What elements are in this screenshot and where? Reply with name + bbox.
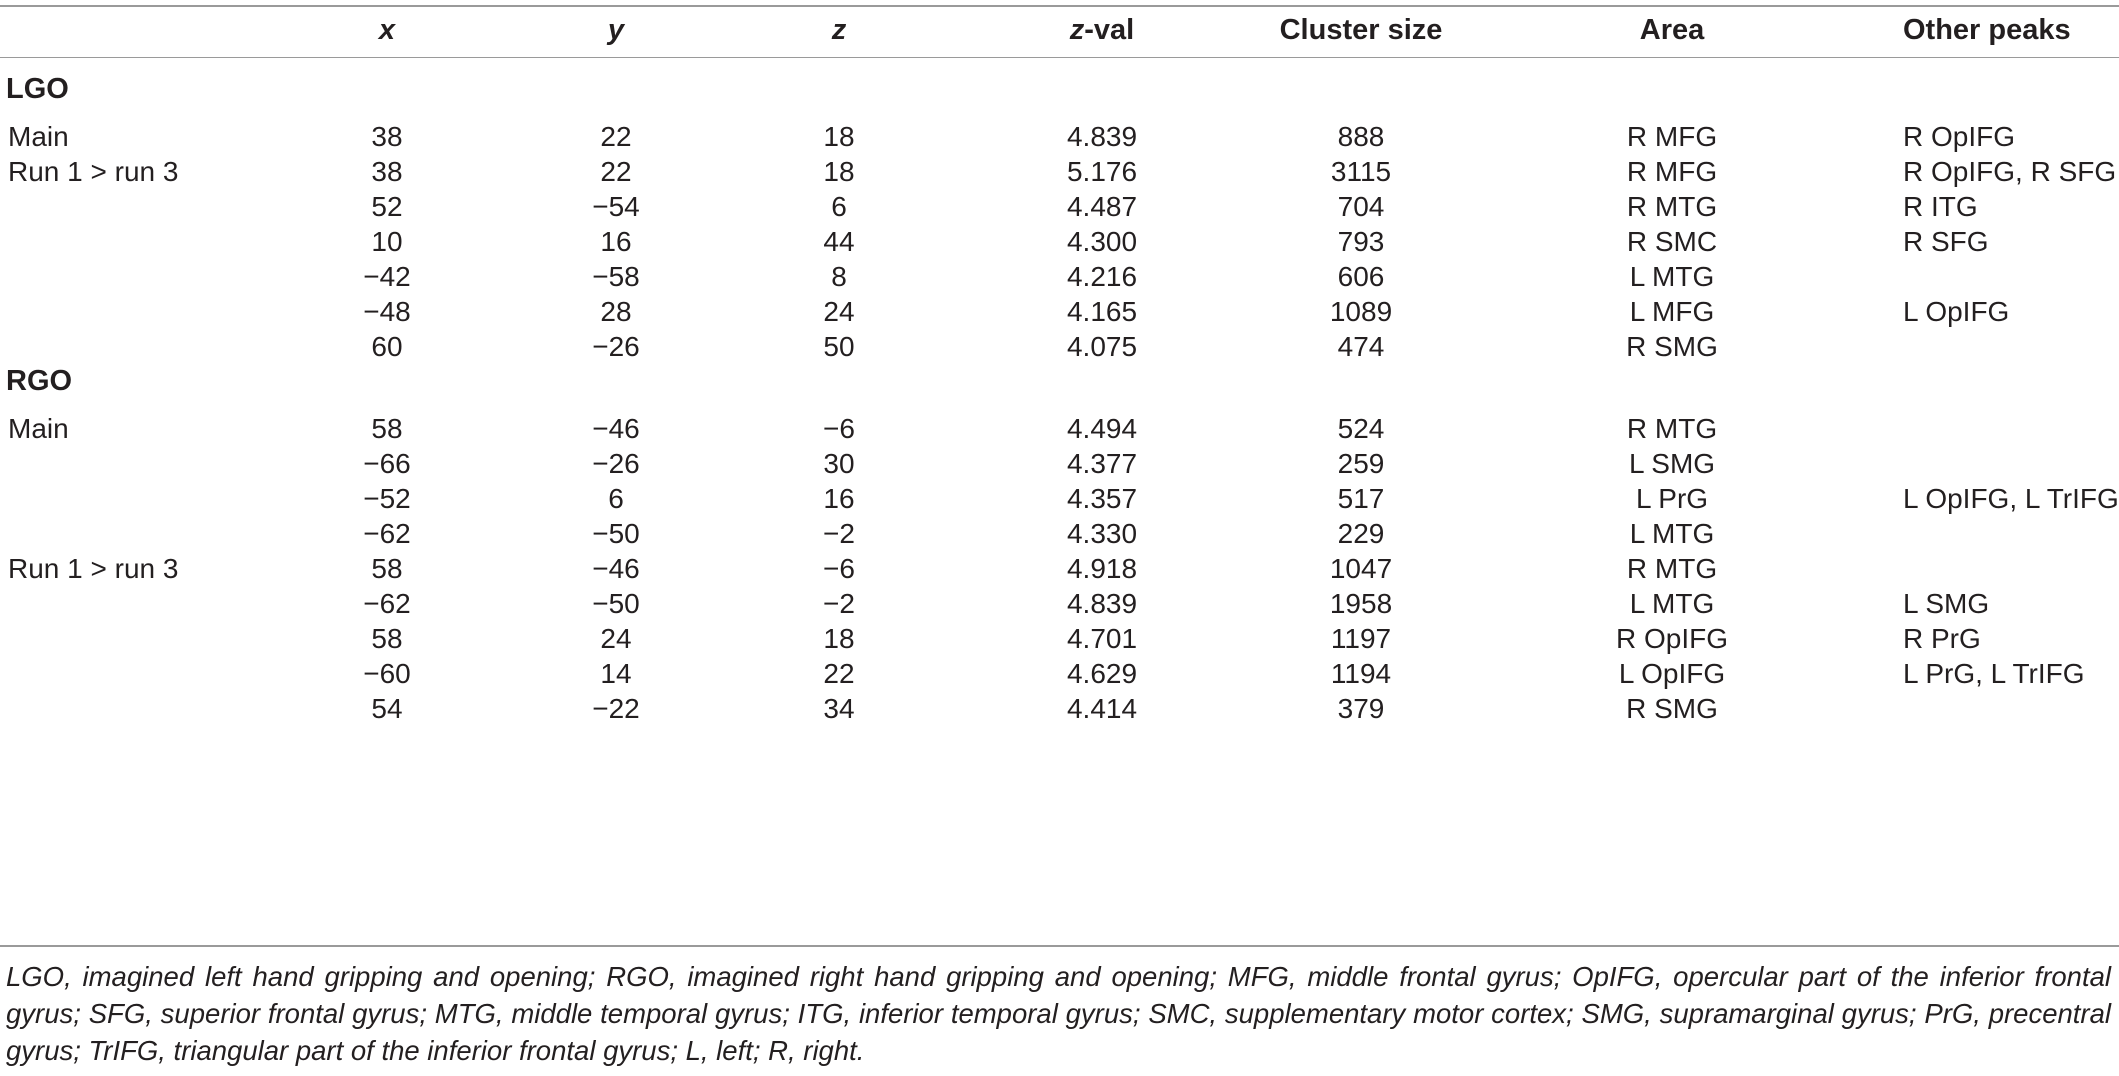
cell-z: 16	[823, 482, 855, 514]
header-area: Area	[1639, 14, 1705, 46]
cell-y: −50	[592, 517, 640, 549]
cell-x: 38	[371, 120, 403, 152]
cell-z: −2	[823, 517, 855, 549]
cell-y: −46	[592, 552, 640, 584]
cell-peaks: L OpIFG	[1903, 295, 2010, 327]
cell-y: 28	[600, 295, 632, 327]
cell-peaks: R OpIFG	[1903, 120, 2016, 152]
cell-zval: 4.487	[1066, 190, 1138, 222]
cell-zval: 4.377	[1066, 447, 1138, 479]
cell-zval: 4.494	[1066, 412, 1138, 444]
cell-area: R OpIFG	[1615, 622, 1729, 654]
cell-x: 58	[371, 552, 403, 584]
cell-zval: 4.330	[1066, 517, 1138, 549]
cell-z: 18	[823, 120, 855, 152]
cell-y: 6	[608, 482, 624, 514]
section-row	[0, 66, 2119, 113]
cell-z: 18	[823, 155, 855, 187]
cell-area: R MTG	[1626, 190, 1718, 222]
cell-area: R MTG	[1626, 412, 1718, 444]
cell-x: −52	[363, 482, 411, 514]
table-header-row	[0, 7, 2119, 54]
cell-y: 22	[600, 120, 632, 152]
cell-x: 52	[371, 190, 403, 222]
cell-zval: 4.216	[1066, 260, 1138, 292]
cell-size: 1197	[1330, 622, 1392, 654]
cell-area: L MTG	[1629, 587, 1715, 619]
cell-z: 6	[831, 190, 847, 222]
cell-x: −60	[363, 657, 411, 689]
cell-y: −22	[592, 692, 640, 724]
cell-x: 10	[371, 225, 403, 257]
table-footnote: LGO, imagined left hand gripping and opening; RGO, imagined right hand gripping and opening; MFG, middle frontal gyrus; OpIFG, opercular part of the inferior frontal gyrus; SFG, superior frontal gyrus; MTG, middle temporal gyrus; ITG, inferior temporal gyrus; SMC, supplementary motor cortex; SMG, supramarginal gyrus; PrG, precentral gyrus; TrIFG, triangular part of the inferior frontal gyrus; L, left; R, right.	[6, 961, 2111, 1066]
cell-size: 704	[1337, 190, 1385, 222]
table-bottom-rule	[0, 945, 2119, 947]
cell-zval: 5.176	[1066, 155, 1138, 187]
table-row	[0, 685, 2119, 732]
cell-z: −6	[823, 552, 855, 584]
cell-size: 379	[1337, 692, 1385, 724]
cell-x: −62	[363, 587, 411, 619]
cell-zval: 4.629	[1066, 657, 1138, 689]
cell-y: −26	[592, 447, 640, 479]
cell-label: Run 1 > run 3	[8, 155, 179, 187]
cell-size: 1958	[1329, 587, 1393, 619]
cell-size: 1047	[1329, 552, 1393, 584]
cell-area: R SMG	[1626, 692, 1718, 724]
cell-area: R MFG	[1626, 120, 1718, 152]
cell-z: 34	[823, 692, 855, 724]
cell-x: −48	[363, 295, 411, 327]
cell-area: L MTG	[1629, 517, 1715, 549]
cell-z: 8	[831, 260, 847, 292]
cell-peaks: L SMG	[1903, 587, 1990, 619]
cell-size: 606	[1337, 260, 1385, 292]
cell-peaks: R PrG	[1903, 622, 1981, 654]
cell-area: L PrG	[1635, 482, 1709, 514]
cell-zval: 4.300	[1066, 225, 1138, 257]
header-cluster-size: Cluster size	[1279, 14, 1443, 46]
cell-x: 60	[371, 330, 403, 362]
cell-x: −62	[363, 517, 411, 549]
cell-size: 793	[1337, 225, 1385, 257]
cell-y: 22	[600, 155, 632, 187]
cell-zval: 4.165	[1066, 295, 1138, 327]
cell-x: 58	[371, 412, 403, 444]
cell-y: −58	[592, 260, 640, 292]
cell-size: 229	[1337, 517, 1385, 549]
cell-peaks: L PrG, L TrIFG	[1903, 657, 2085, 689]
cell-y: −54	[592, 190, 640, 222]
cell-zval: 4.918	[1066, 552, 1138, 584]
cell-size: 259	[1337, 447, 1385, 479]
cell-x: 58	[371, 622, 403, 654]
header-zval-var: z	[1069, 14, 1085, 46]
cell-zval: 4.701	[1066, 622, 1138, 654]
section-title: LGO	[6, 72, 69, 105]
cell-size: 1089	[1329, 295, 1393, 327]
cell-zval: 4.839	[1066, 120, 1138, 152]
cell-size: 524	[1337, 412, 1385, 444]
cell-area: L MFG	[1629, 295, 1715, 327]
cell-z: 30	[823, 447, 855, 479]
cell-peaks: L OpIFG, L TrIFG	[1903, 482, 2119, 514]
cell-z: −6	[823, 412, 855, 444]
cell-area: L SMG	[1628, 447, 1716, 479]
cell-size: 517	[1337, 482, 1385, 514]
cell-y: 24	[600, 622, 632, 654]
cell-label: Main	[8, 120, 69, 152]
cell-zval: 4.075	[1066, 330, 1138, 362]
cell-area: R MTG	[1626, 552, 1718, 584]
cell-x: −42	[363, 260, 411, 292]
header-y: y	[607, 14, 625, 46]
cell-label: Main	[8, 412, 69, 444]
cell-x: 54	[371, 692, 403, 724]
cell-y: −50	[592, 587, 640, 619]
section-row	[0, 358, 2119, 405]
cell-area: L OpIFG	[1618, 657, 1726, 689]
header-x: x	[378, 14, 396, 46]
cell-y: −46	[592, 412, 640, 444]
header-zval	[1070, 7, 1134, 54]
cell-zval: 4.357	[1066, 482, 1138, 514]
cell-size: 3115	[1330, 155, 1392, 187]
header-other-peaks: Other peaks	[1903, 14, 2071, 46]
cell-size: 474	[1337, 330, 1385, 362]
cell-area: L MTG	[1629, 260, 1715, 292]
cell-y: 14	[600, 657, 632, 689]
cell-area: R SMC	[1626, 225, 1718, 257]
header-rule	[0, 57, 2119, 58]
cell-zval: 4.414	[1066, 692, 1138, 724]
cell-z: 22	[823, 657, 855, 689]
cell-z: −2	[823, 587, 855, 619]
cell-z: 18	[823, 622, 855, 654]
cell-area: R SMG	[1626, 330, 1718, 362]
cell-z: 44	[823, 225, 855, 257]
cell-size: 888	[1337, 120, 1385, 152]
cell-y: −26	[592, 330, 640, 362]
header-z: z	[831, 14, 847, 46]
cell-label: Run 1 > run 3	[8, 552, 179, 584]
section-title: RGO	[6, 364, 73, 397]
header-zval-suffix: -val	[1084, 14, 1135, 46]
cell-peaks: R SFG	[1903, 225, 1989, 257]
cell-x: 38	[371, 155, 403, 187]
cell-y: 16	[600, 225, 632, 257]
cell-x: −66	[363, 447, 411, 479]
cell-size: 1194	[1330, 657, 1392, 689]
cell-zval: 4.839	[1066, 587, 1138, 619]
cell-peaks: R OpIFG, R SFG	[1903, 155, 2117, 187]
cell-z: 24	[823, 295, 855, 327]
cell-z: 50	[823, 330, 855, 362]
cell-peaks: R ITG	[1903, 190, 1978, 222]
cell-area: R MFG	[1626, 155, 1718, 187]
